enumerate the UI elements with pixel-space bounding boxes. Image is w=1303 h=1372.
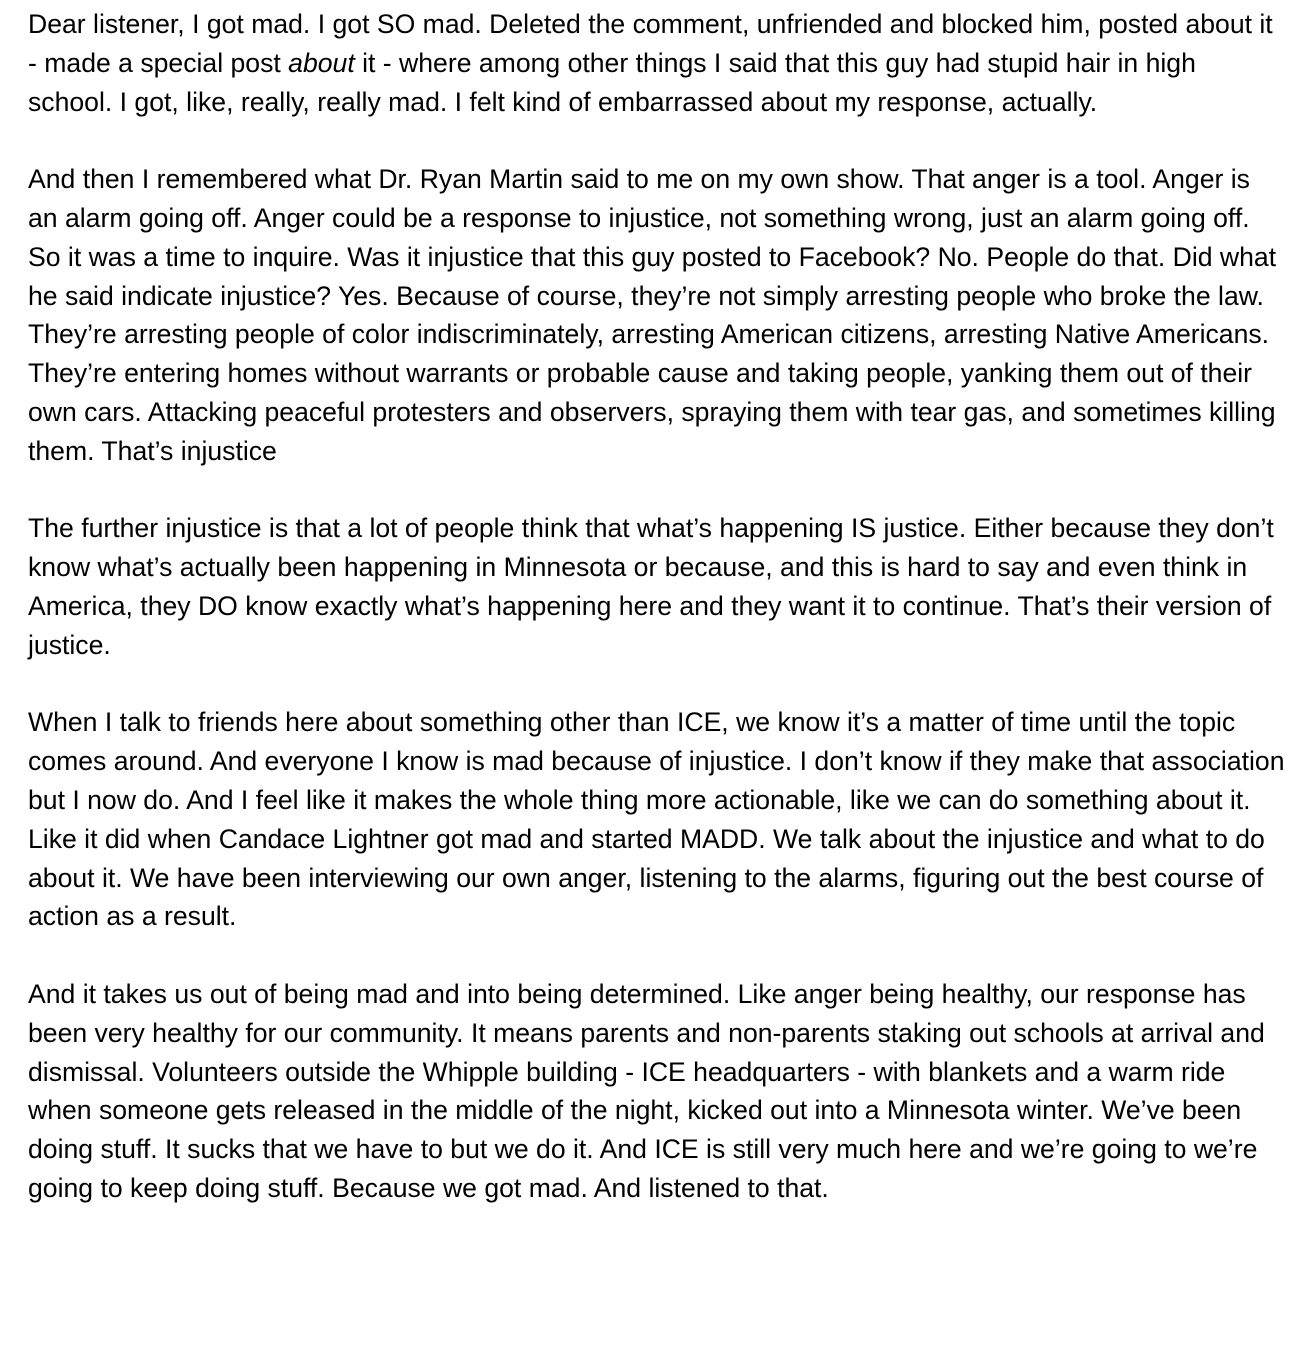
paragraph-4: When I talk to friends here about something other than ICE, we know it’s a matter of time until the topic comes around. And everyone I know is mad because of injustice. I don’t know if they make that association but I now do. And I feel like it makes the whole thing more actionable, like we can do something about it. Like it did when Candace Lightner got mad and started MADD. We talk about the injustice and what to do about it. We have been interviewing our own anger, listening to the alarms, figuring out the best course of action as a result. (28, 707, 1285, 932)
paragraph-2: And then I remembered what Dr. Ryan Martin said to me on my own show. That anger is a tool. Anger is an alarm going off. Anger could be a response to injustice, not something wrong, just an alarm going off. So it was a time to inquire. Was it injustice that this guy posted to Facebook? No. People do that. Did what he said indicate injustice? Yes. Because of course, they’re not simply arresting people who broke the law. They’re arresting people of color indiscriminately, arresting American citizens, arresting Native Americans. They’re entering homes without warrants or probable cause and taking people, yanking them out of their own cars. Attacking peaceful protesters and observers, spraying them with tear gas, and sometimes killing them. That’s injustice (28, 164, 1277, 466)
paragraph-1-run-1: Dear listener, I got mad. I got SO mad. Deleted the comment, unfriended and blocked him, posted about it - made a special post (28, 9, 1273, 78)
paragraph-1-run-3: it - where among other things I said that this guy had stupid hair in high school. I got, like, really, really mad. I felt kind of embarrassed about my response, actually. (28, 47, 1196, 117)
paragraph-1-emphasis-about: about (288, 47, 355, 78)
paragraph-5: And it takes us out of being mad and into being determined. Like anger being healthy, our response has been very healthy for our community. It means parents and non-parents staking out schools at arrival and dismissal. Volunteers outside the Whipple building - ICE headquarters - with blankets and a warm ride when someone gets released in the middle of the night, kicked out into a Minnesota winter. We’ve been doing stuff. It sucks that we have to but we do it. And ICE is still very much here and we’re going to we’re going to keep doing stuff. Because we got mad. And listened to that. (28, 978, 1265, 1203)
paragraph-3: The further injustice is that a lot of people think that what’s happening IS justice. Either because they don’t know what’s actually been happening in Minnesota or because, and this is hard to say and even think in America, they DO know exactly what’s happening here and they want it to continue. That’s their version of justice. (28, 513, 1274, 660)
paragraph-1 (28, 5, 1285, 121)
